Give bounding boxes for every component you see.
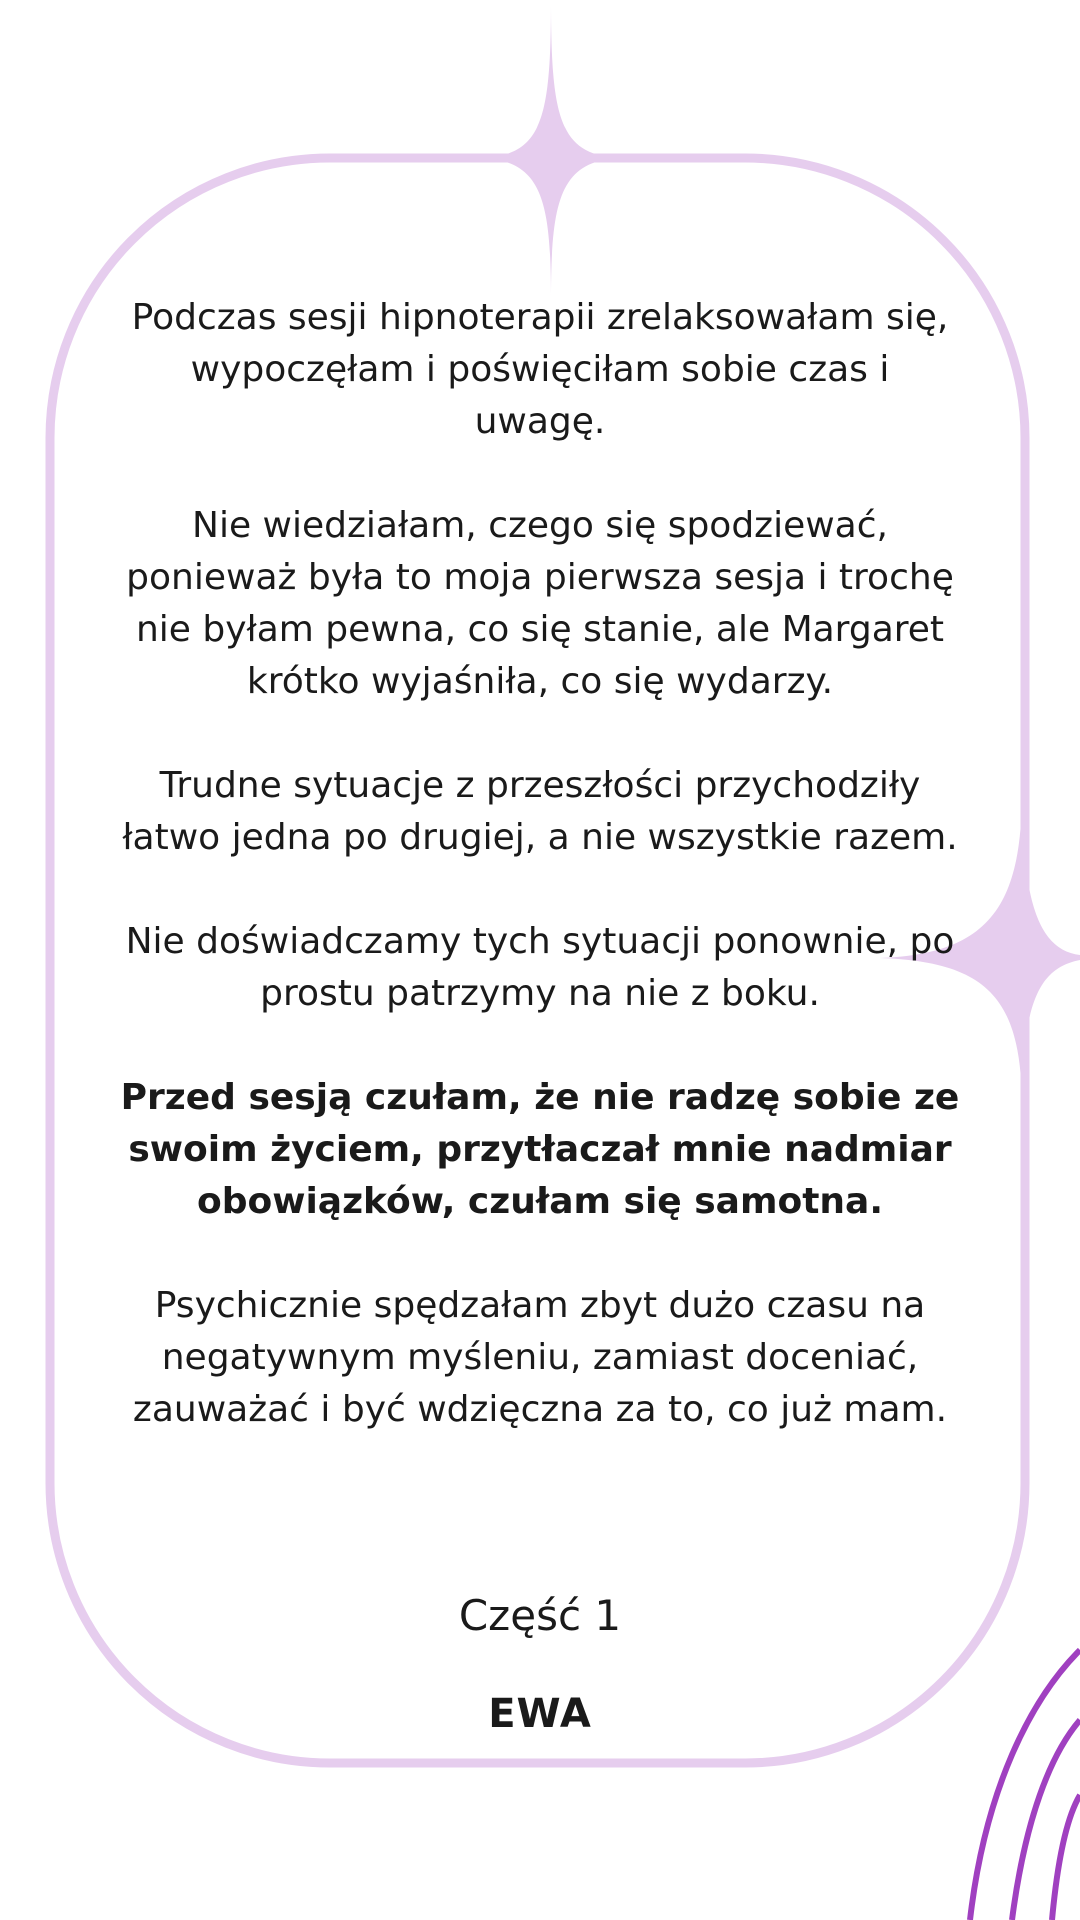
- arc-inner: [1052, 1795, 1080, 1920]
- author-name: EWA: [488, 1691, 592, 1737]
- testimonial-text: [120, 292, 960, 1488]
- testimonial-paragraph-5-highlight: Przed sesją czułam, że nie radzę sobie ze swoim życiem, przytłaczał mnie nadmiar obowiązków, czułam się samotna.: [120, 1077, 960, 1222]
- part-label: Część 1: [458, 1591, 622, 1640]
- sparkle-top-icon: [482, 0, 620, 300]
- testimonial-paragraph-2: Nie wiedziałam, czego się spodziewać, ponieważ była to moja pierwsza sesja i trochę nie byłam pewna, co się stanie, ale Margaret krótko wyjaśniła, co się wydarzy.: [126, 505, 954, 702]
- testimonial-paragraph-1: Podczas sesji hipnoterapii zrelaksowałam się, wypoczęłam i poświęciłam sobie czas i uwagę.: [131, 297, 949, 442]
- testimonial-paragraph-6: Psychicznie spędzałam zbyt dużo czasu na negatywnym myśleniu, zamiast doceniać, zauważać i być wdzięczna za to, co już mam.: [132, 1285, 948, 1430]
- testimonial-paragraph-4: Nie doświadczamy tych sytuacji ponownie, po prostu patrzymy na nie z boku.: [125, 921, 955, 1014]
- testimonial-paragraph-3: Trudne sytuacje z przeszłości przychodziły łatwo jedna po drugiej, a nie wszystkie razem.: [122, 765, 958, 858]
- arc-outer: [970, 1650, 1080, 1920]
